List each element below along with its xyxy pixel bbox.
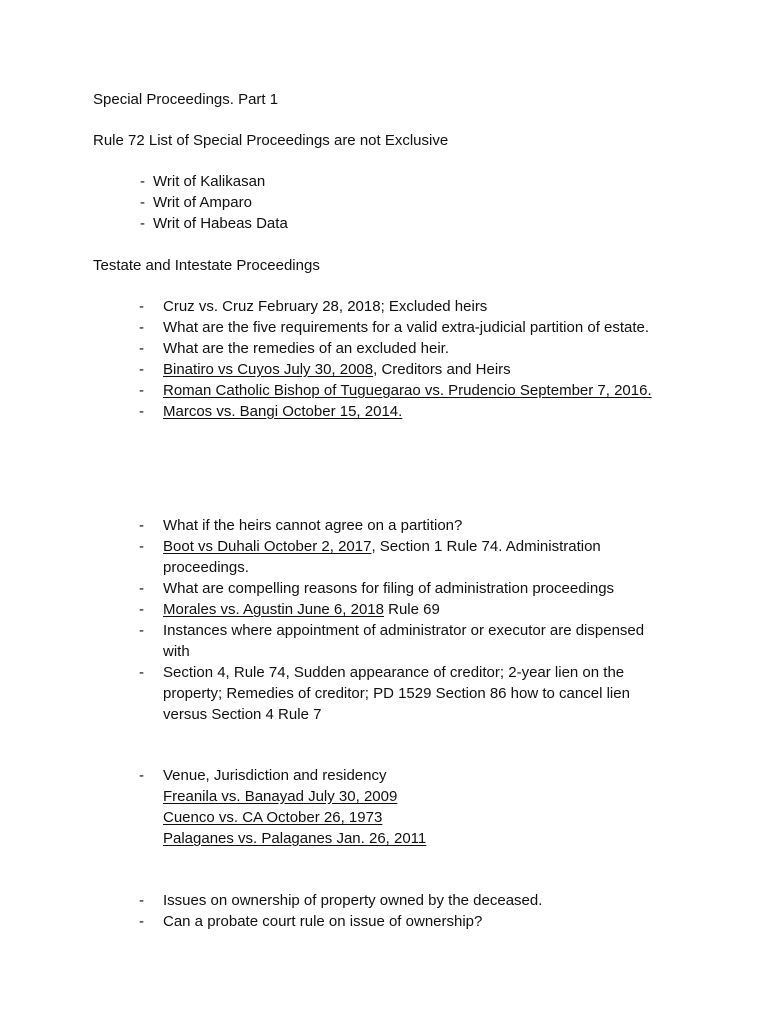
bullet-dash: - <box>139 340 144 357</box>
case-link[interactable]: Morales vs. Agustin June 6, 2018 <box>163 601 384 618</box>
rule72-heading: Rule 72 List of Special Proceedings are not Exclusive <box>93 132 449 149</box>
document-title: Special Proceedings. Part 1 <box>93 91 279 108</box>
case-citation <box>0 828 673 849</box>
bullet-dash: - <box>140 173 145 190</box>
bullet-dash: - <box>139 403 144 420</box>
bullet-dash: - <box>139 580 144 597</box>
list-item: - Boot vs Duhali October 2, 2017, Section 1 Rule 74. Administration proceedings. <box>139 538 601 576</box>
bullet-dash: - <box>139 382 144 399</box>
bullet-dash: - <box>139 538 144 555</box>
list-item: - Binatiro vs Cuyos July 30, 2008, Creditors and Heirs <box>139 361 511 378</box>
case-link[interactable]: Cuenco vs. CA October 26, 1973 <box>163 809 383 826</box>
writs-list <box>0 171 768 234</box>
list-item: - Venue, Jurisdiction and residency <box>139 767 387 784</box>
bullet-dash: - <box>139 517 144 534</box>
bullet-dash: - <box>139 892 144 909</box>
case-link[interactable]: Marcos vs. Bangi October 15, 2014. <box>163 403 403 420</box>
list-item: - Cruz vs. Cruz February 28, 2018; Excluded heirs <box>139 298 488 315</box>
case-citation <box>0 786 673 807</box>
bullet-dash: - <box>140 194 145 211</box>
bullet-dash: - <box>139 913 144 930</box>
list-item: - Instances where appointment of administrator or executor are dispensed with <box>139 622 645 660</box>
case-link[interactable]: Boot vs Duhali October 2, 2017 <box>163 538 372 555</box>
list-item: - Can a probate court rule on issue of ownership? <box>139 913 483 930</box>
list-item: - What if the heirs cannot agree on a partition? <box>139 517 463 534</box>
case-link[interactable]: Binatiro vs Cuyos July 30, 2008 <box>163 361 374 378</box>
ownership-list <box>0 890 768 932</box>
list-item <box>0 401 673 422</box>
bullet-dash: - <box>140 215 145 232</box>
list-item <box>0 380 673 401</box>
list-item: - Section 4, Rule 74, Sudden appearance of creditor; 2-year lien on the property; Remedies of creditor; PD 1529 Section 86 how to cancel lien versus Section 4 Rule 7 <box>139 664 630 723</box>
list-item: - Writ of Amparo <box>140 194 252 211</box>
case-link[interactable]: Palaganes vs. Palaganes Jan. 26, 2011 <box>163 830 427 847</box>
list-item: - What are compelling reasons for filing of administration proceedings <box>139 580 615 597</box>
bullet-dash: - <box>139 361 144 378</box>
case-citation <box>0 807 673 828</box>
bullet-dash: - <box>139 298 144 315</box>
case-link[interactable]: Freanila vs. Banayad July 30, 2009 <box>163 788 398 805</box>
testate-heading: Testate and Intestate Proceedings <box>93 257 320 274</box>
bullet-dash: - <box>139 767 144 784</box>
bullet-dash: - <box>139 319 144 336</box>
list-item: - Writ of Kalikasan <box>140 173 266 190</box>
list-item: - Writ of Habeas Data <box>140 215 288 232</box>
list-item: - Issues on ownership of property owned by the deceased. <box>139 892 543 909</box>
testate-list <box>0 296 768 422</box>
list-item: - Morales vs. Agustin June 6, 2018 Rule 69 <box>139 601 440 618</box>
list-item: - What are the five requirements for a valid extra-judicial partition of estate. <box>139 319 650 336</box>
list-item: - What are the remedies of an excluded heir. <box>139 340 449 357</box>
case-link[interactable]: Roman Catholic Bishop of Tuguegarao vs. Prudencio September 7, 2016. <box>163 382 652 399</box>
bullet-dash: - <box>139 664 144 681</box>
bullet-dash: - <box>139 601 144 618</box>
venue-list <box>0 765 768 849</box>
administration-list <box>0 515 768 725</box>
bullet-dash: - <box>139 622 144 639</box>
